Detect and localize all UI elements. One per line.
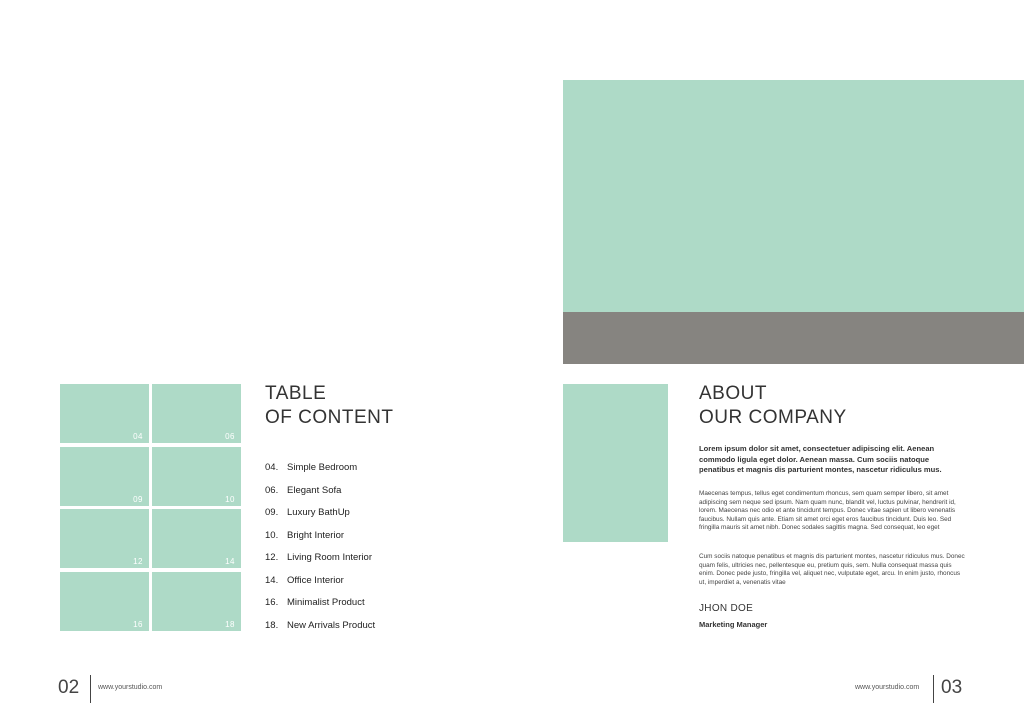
toc-item-label: Bright Interior (287, 529, 345, 541)
thumbnail (60, 572, 149, 631)
toc-item-number: 09. (265, 507, 279, 518)
author-name: JHON DOE (699, 603, 754, 614)
thumbnail (60, 384, 149, 443)
toc-item-number: 10. (265, 529, 279, 541)
thumbnail-page-number: 09 (133, 495, 143, 504)
about-title-line1: ABOUT (699, 383, 767, 404)
thumbnail (152, 447, 241, 506)
about-title-line2: OUR COMPANY (699, 407, 847, 428)
toc-item-label: Living Room Interior (287, 552, 373, 563)
footer-divider-right (933, 675, 934, 703)
footer-url-right[interactable]: www.yourstudio.com (855, 684, 920, 691)
footer-url-left[interactable]: www.yourstudio.com (98, 684, 163, 691)
toc-item-label: Office Interior (287, 574, 344, 586)
toc-item[interactable] (265, 529, 465, 552)
toc-item[interactable] (265, 596, 465, 619)
toc-item[interactable] (265, 551, 465, 574)
hero-image (563, 80, 1024, 312)
toc-item-number: 06. (265, 484, 279, 496)
thumbnail (60, 447, 149, 506)
about-image (563, 384, 668, 542)
toc-item-number: 12. (265, 552, 279, 563)
thumbnail-page-number: 16 (133, 620, 143, 629)
thumbnail-page-number: 14 (225, 557, 235, 566)
footer-divider-left (90, 675, 91, 703)
thumbnail-page-number: 06 (225, 432, 235, 441)
toc-item[interactable] (265, 484, 465, 507)
toc-item-number: 16. (265, 597, 279, 608)
toc-item[interactable] (265, 506, 465, 529)
thumbnail-page-number: 12 (133, 557, 143, 566)
page-number-left: 02 (58, 677, 80, 698)
toc-item-label: Elegant Sofa (287, 484, 342, 496)
toc-item-number: 18. (265, 619, 279, 631)
page-number-right: 03 (941, 677, 963, 698)
hero-gray-band (563, 312, 1024, 364)
toc-item-label: New Arrivals Product (287, 619, 376, 631)
thumbnail-page-number: 18 (225, 620, 235, 629)
toc-item-label: Minimalist Product (287, 597, 365, 608)
about-lead: Lorem ipsum dolor sit amet, consectetuer adipiscing elit. Aenean commodo ligula eget dolor. Aenean massa. Cum sociis natoque penatibus et magnis dis parturient montes, nascetur ridiculus mus. (699, 444, 942, 474)
toc-item-label: Luxury BathUp (287, 507, 350, 518)
toc-item-number: 04. (265, 462, 279, 473)
toc-item[interactable] (265, 574, 465, 597)
thumbnail-page-number: 04 (133, 432, 143, 441)
thumbnail (60, 509, 149, 568)
toc-list (265, 461, 465, 641)
about-paragraph-1: Maecenas tempus, tellus eget condimentum rhoncus, sem quam semper libero, sit amet adipiscing sem neque sed ipsum. Nam quam nunc, blandit vel, luctus pulvinar, hendrerit id, lorem. Maecenas nec odio et ante tincidunt tempus. Donec vitae sapien ut libero venenatis faucibus. Nullam quis ante. Etiam sit amet orci eget eros faucibus tincidunt. Duis leo. Sed fringilla mauris sit amet nibh. Donec sodales sagittis magna. Sed consequat, leo eget (699, 490, 956, 532)
thumbnail (152, 572, 241, 631)
toc-title (265, 382, 394, 430)
thumbnail (152, 384, 241, 443)
toc-item-label: Simple Bedroom (287, 462, 358, 473)
about-title (699, 382, 847, 430)
author-role: Marketing Manager (699, 620, 768, 629)
toc-item[interactable] (265, 619, 465, 642)
toc-item-number: 14. (265, 574, 279, 586)
toc-title-line1: TABLE (265, 383, 327, 404)
toc-title-line2: OF CONTENT (265, 407, 394, 428)
toc-item[interactable] (265, 461, 465, 484)
thumbnail (152, 509, 241, 568)
thumbnail-page-number: 10 (225, 495, 235, 504)
about-paragraph-2: Cum sociis natoque penatibus et magnis dis parturient montes, nascetur ridiculus mus. Donec quam felis, ultricies nec, pellentesque eu, pretium quis, sem. Nulla consequat massa quis enim. Donec pede justo, fringilla vel, aliquet nec, vulputate eget, arcu. In enim justo, rhoncus ut, imperdiet a, venenatis vitae (699, 553, 965, 586)
